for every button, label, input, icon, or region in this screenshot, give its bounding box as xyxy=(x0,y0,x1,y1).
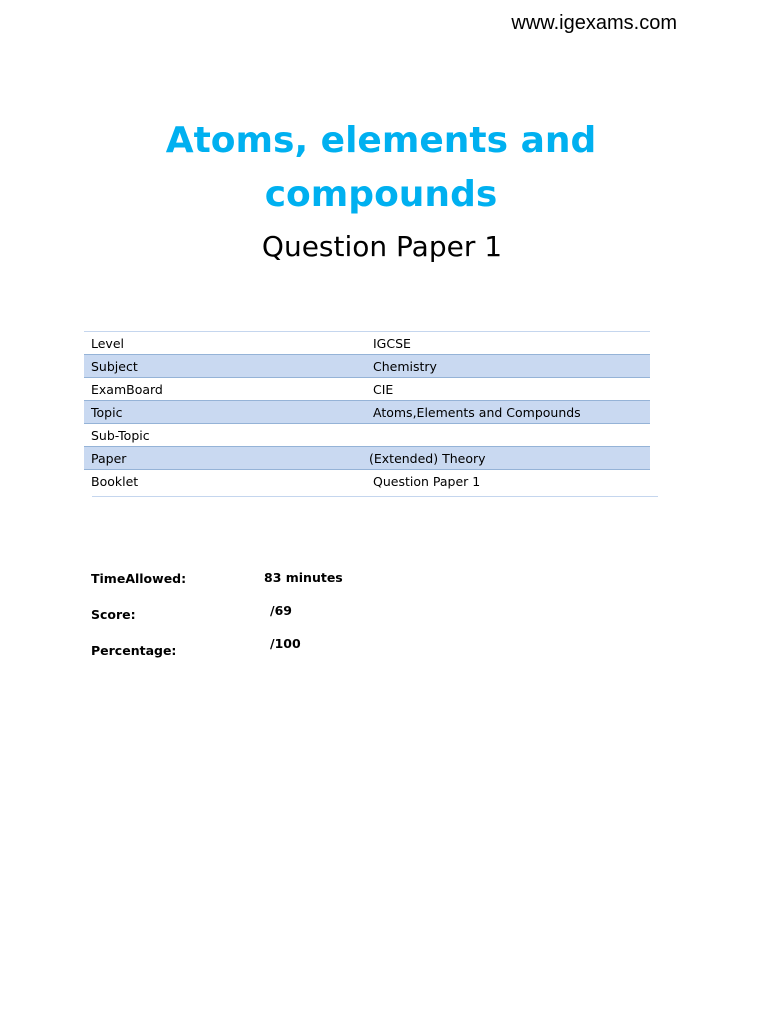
row-label-examboard: ExamBoard xyxy=(84,378,366,401)
table-row xyxy=(84,470,650,493)
row-label-paper: Paper xyxy=(84,447,366,470)
percentage-value: /100 xyxy=(270,636,301,651)
title-line-1: Atoms, elements and xyxy=(165,120,597,161)
table-row xyxy=(84,424,650,447)
table-row xyxy=(84,332,650,355)
site-url: www.igexams.com xyxy=(511,12,677,34)
row-value-booklet: Question Paper 1 xyxy=(366,470,650,493)
time-allowed-label: TimeAllowed: xyxy=(91,571,187,586)
row-value-level: IGCSE xyxy=(366,332,650,355)
document-subtitle: Question Paper 1 xyxy=(261,230,503,263)
info-table xyxy=(84,331,650,493)
row-value-subtopic xyxy=(366,424,650,447)
score-value: /69 xyxy=(270,603,292,618)
row-value-examboard: CIE xyxy=(366,378,650,401)
title-line-2: compounds xyxy=(264,174,498,215)
document-title xyxy=(0,114,762,222)
table-row xyxy=(84,378,650,401)
score-label: Score: xyxy=(91,607,136,622)
row-label-level: Level xyxy=(84,332,366,355)
row-label-subtopic: Sub-Topic xyxy=(84,424,366,447)
table-row xyxy=(84,355,650,378)
row-value-paper: (Extended) Theory xyxy=(366,447,650,470)
percentage-label: Percentage: xyxy=(91,643,177,658)
row-label-booklet: Booklet xyxy=(84,470,366,493)
table-bottom-rule xyxy=(92,496,658,497)
row-label-topic: Topic xyxy=(84,401,366,424)
time-allowed-value: 83 minutes xyxy=(264,570,343,585)
row-value-subject: Chemistry xyxy=(366,355,650,378)
row-label-subject: Subject xyxy=(84,355,366,378)
table-row xyxy=(84,401,650,424)
row-value-topic: Atoms,Elements and Compounds xyxy=(366,401,650,424)
table-row xyxy=(84,447,650,470)
